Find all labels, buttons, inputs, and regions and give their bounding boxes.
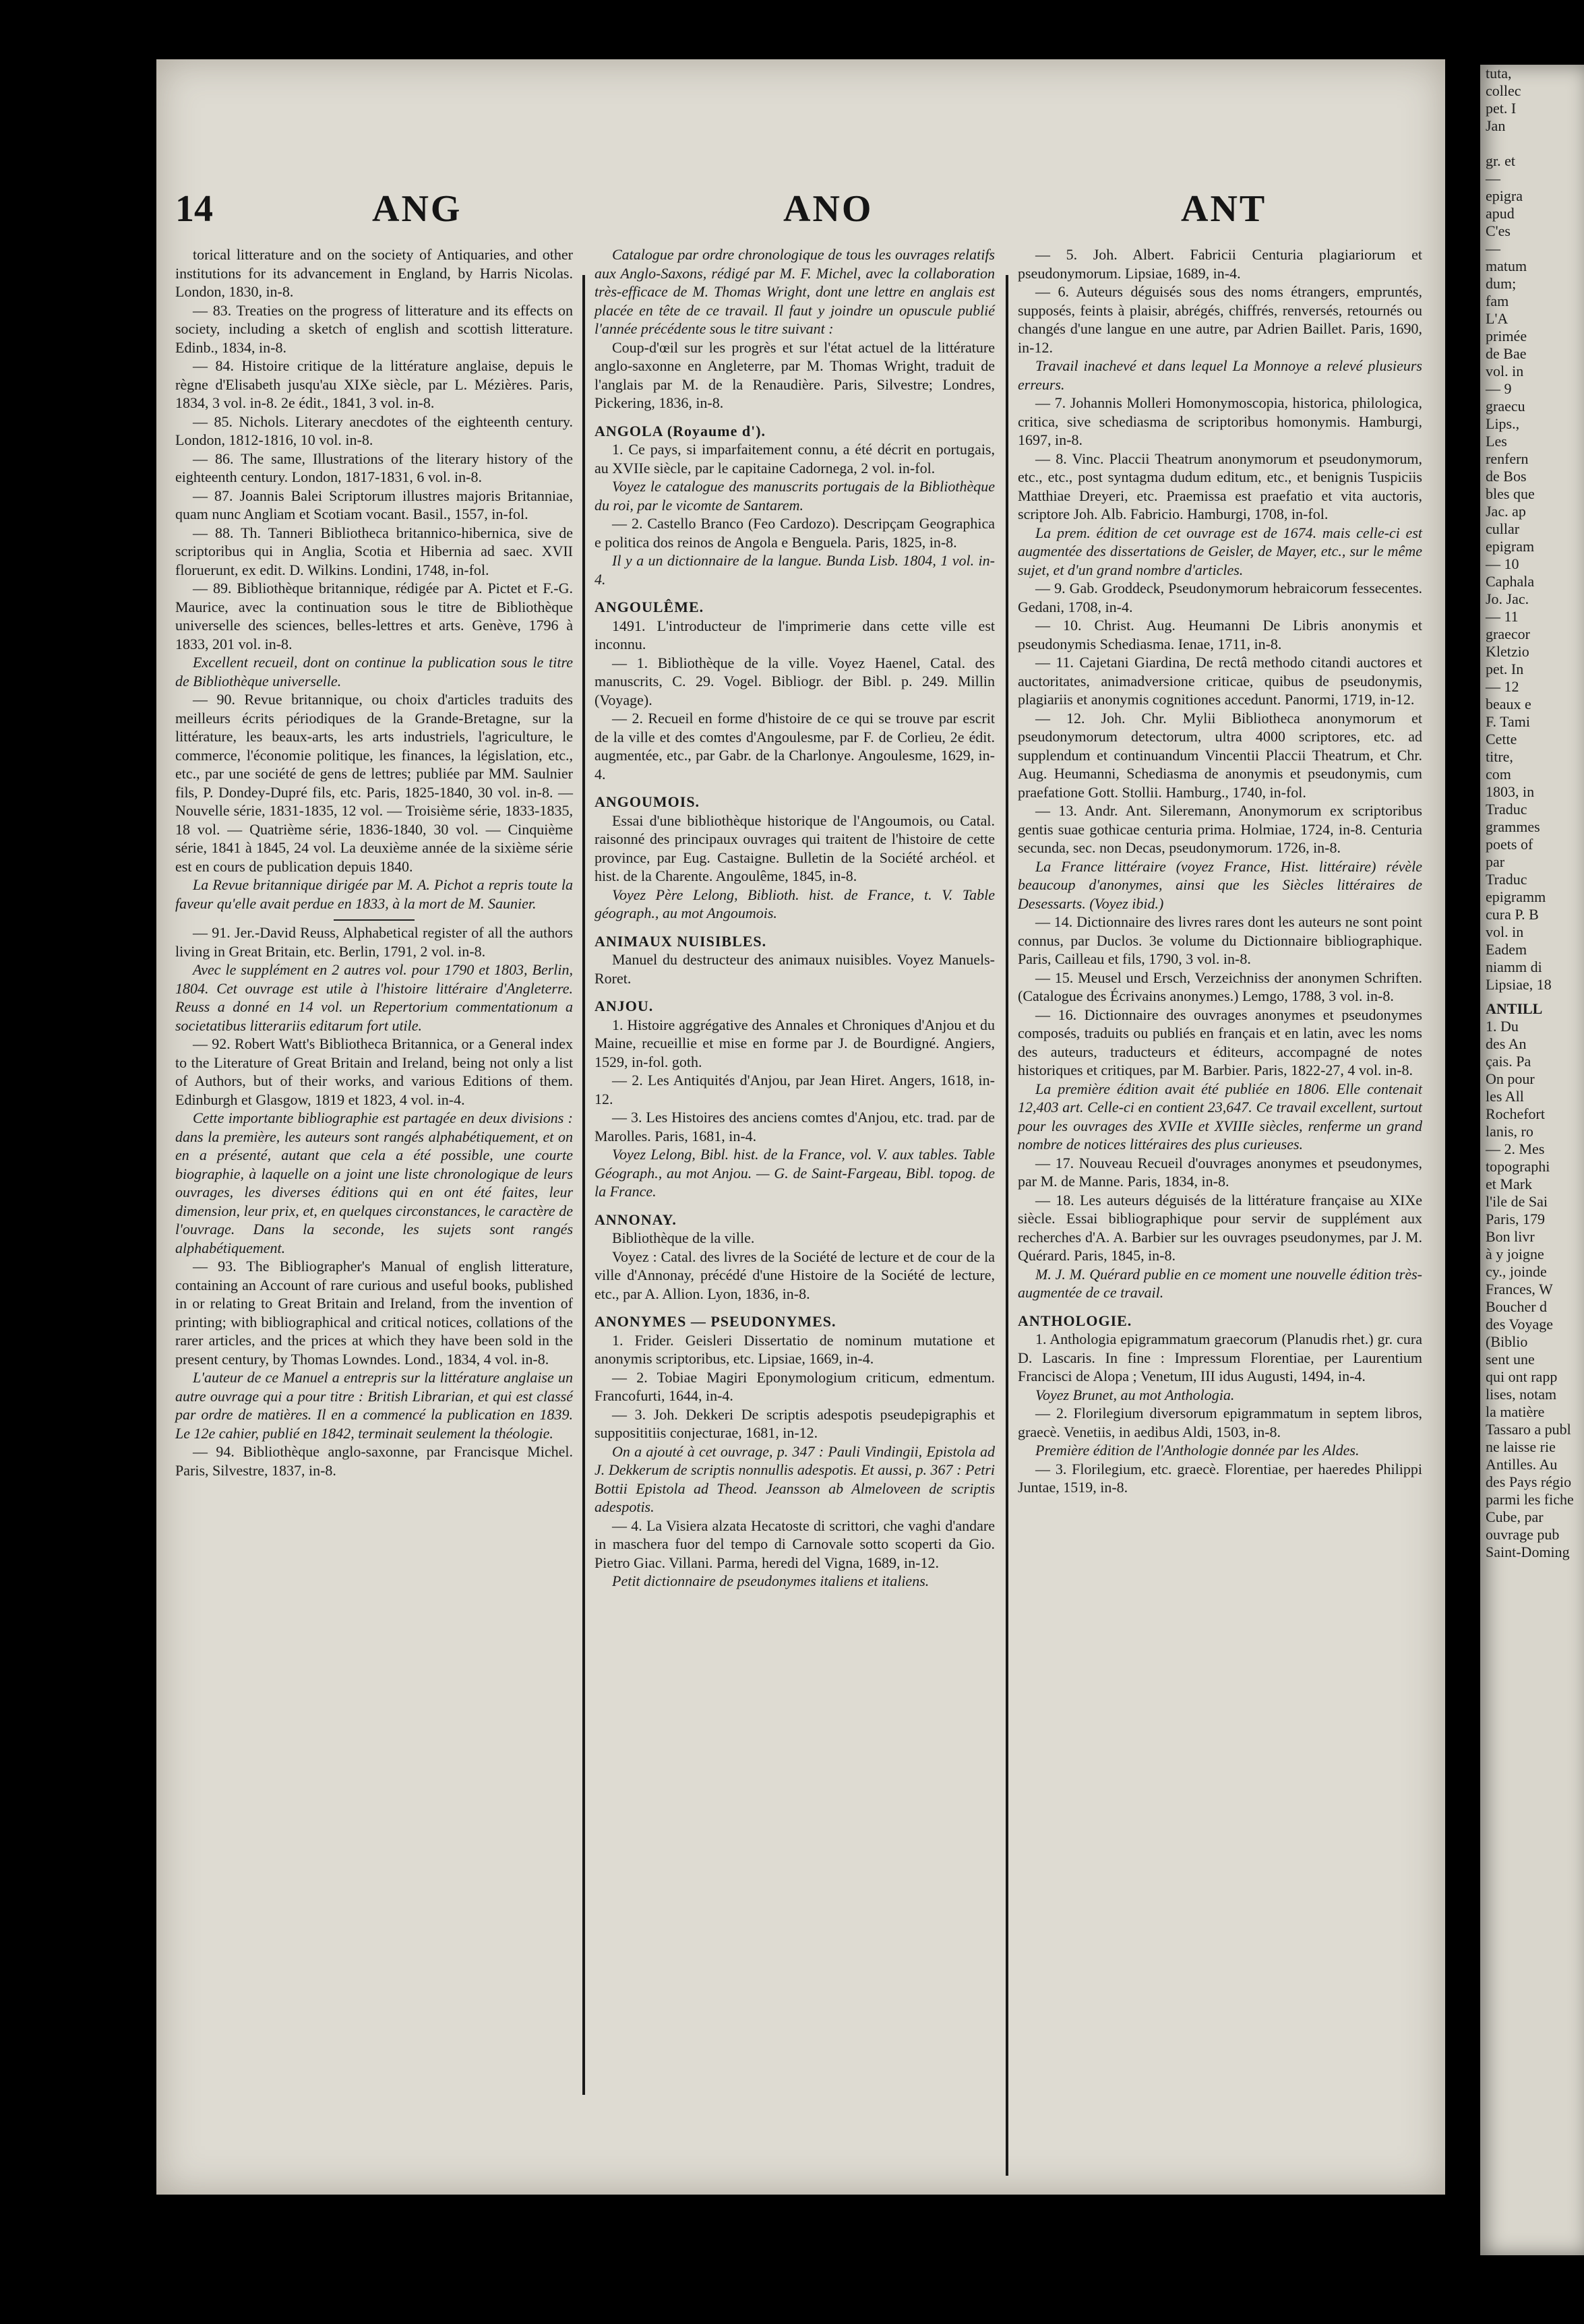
facing-page-line: Paris, 179 (1486, 1211, 1545, 1227)
facing-page-line: ne laisse rie (1486, 1438, 1556, 1455)
facing-page-line: Bon livr (1486, 1228, 1535, 1245)
entry-text: — 86. The same, Illustrations of the literary history of the eighteenth century. London, 1817-1831, 6 vol. in-8. (175, 450, 573, 485)
entry-text: — 15. Meusel und Ersch, Verzeichniss der anonymen Schriften. (Catalogue des Écrivains anonymes.) Lemgo, 1788, 3 vol. in-8. (1018, 969, 1422, 1004)
entry-heading: ANGOULÊME. (595, 599, 704, 615)
facing-page-line: Traduc (1486, 801, 1527, 818)
facing-page-line: pet. I (1486, 100, 1517, 117)
facing-page-line: epigra (1486, 187, 1523, 204)
facing-page-line: de Bos (1486, 468, 1527, 485)
entry-text: — 9. Gab. Groddeck, Pseudonymorum hebraicorum fessecentes. Gedani, 1708, in-4. (1018, 580, 1422, 615)
facing-page-line: cy., joinde (1486, 1263, 1547, 1280)
entry-text: — 94. Bibliothèque anglo-saxonne, par Francisque Michel. Paris, Silvestre, 1837, in-8. (175, 1443, 573, 1479)
facing-page-line: Traduc (1486, 871, 1527, 888)
facing-page-line: des Pays régio (1486, 1473, 1572, 1490)
column-separator-right (1006, 275, 1008, 2176)
facing-page-line: çais. Pa (1486, 1053, 1531, 1070)
facing-page-line: Jac. ap (1486, 503, 1526, 520)
entry-note: Catalogue par ordre chronologique de tous les ouvrages relatifs aux Anglo-Saxons, rédigé par M. F. Michel, avec la collaboration très-efficace de M. Thomas Wright, dont une lettre en anglais est placée en tête de ce travail. Il faut y joindre un opuscule publié l'année précédente sous le titre suivant : (595, 246, 995, 337)
entry-note: La prem. édition de cet ouvrage est de 1674. mais celle-ci est augmentée des dissertations de Geisler, de Mayer, etc., sur le même sujet, et d'un grand nombre d'articles. (1018, 524, 1422, 578)
entry-text: — 3. Joh. Dekkeri De scriptis adespotis pseudepigraphis et supposititiis conjecturae, 1681, in-12. (595, 1405, 995, 1441)
facing-page-line: l'ile de Sai (1486, 1193, 1548, 1210)
entry-text: — 90. Revue britannique, ou choix d'articles traduits des meilleurs écrits périodiques de la Grande-Bretagne, sur la littérature, les beaux-arts, les arts industriels, l'agriculture, le commerce, l'économie politique, les finances, la législation, etc., etc., par une société de gens de lettres; publiée par MM. Saulnier fils, P. Dondey-Dupré fils, etc. Paris, 1825-1840, 30 vol. in-8. — Nouvelle série, 1831-1835, 12 vol. — Troisième série, 1833-1835, 18 vol. — Quatrième série, 1836-1840, 30 vol. — Cinquième série, 1841 à 1845, 24 vol. La deuxième année de la sixième série est en cours de publication depuis 1840. (175, 691, 573, 875)
entry-text: — 85. Nichols. Literary anecdotes of the eighteenth century. London, 1812-1816, 10 vol. in-8. (175, 412, 573, 448)
entry-note: Excellent recueil, dont on continue la publication sous le titre de Bibliothèque universelle. (175, 654, 573, 690)
facing-page-line: Jo. Jac. (1486, 590, 1529, 607)
entry-text: — 12. Joh. Chr. Mylii Bibliotheca anonymorum et pseudonymorum detectorum, ultra 4000 scriptores, etc. ad supplendum et continuandum Vincentii Placcii Theatrum, et Chr. Aug. Heumanni, Schediasma de anonymis et pseudonymis, cum praefatione Gott. Stollii. Hamburg., 1740, in-fol. (1018, 709, 1422, 801)
entry-text: Voyez : Catal. des livres de la Société de lecture et de cour de la ville d'Annonay, précédé d'une Histoire de la Société de lecture, etc., par A. Allion. Lyon, 1836, in-8. (595, 1248, 995, 1302)
facing-page-line: Rochefort (1486, 1105, 1545, 1122)
facing-page-line: On pour (1486, 1070, 1535, 1087)
entry-text: — 7. Johannis Molleri Homonymoscopia, historica, philologica, critica, sive schediasma de scriptoribus homonymis. Hamburgi, 1697, in-8. (1018, 394, 1422, 448)
entry-text: — 10. Christ. Aug. Heumanni De Libris anonymis et pseudonymis Schediasma. Ienae, 1711, in-8. (1018, 617, 1422, 652)
entry-note: Petit dictionnaire de pseudonymes italiens et italiens. (612, 1572, 930, 1589)
facing-page-line: 1803, in (1486, 783, 1535, 800)
facing-page-line: renfern (1486, 450, 1529, 467)
scanner-frame-left (0, 0, 155, 2324)
facing-page-line: Caphala (1486, 573, 1535, 590)
entry-heading: ANJOU. (595, 998, 654, 1014)
facing-page-line: topographi (1486, 1158, 1550, 1175)
facing-page-line: F. Tami (1486, 713, 1530, 730)
facing-page-line: Boucher d (1486, 1298, 1548, 1315)
entry-text: Coup-d'œil sur les progrès et sur l'état actuel de la littérature anglo-saxonne en Angleterre, par M. Thomas Wright, traduit de l'anglais par M. de la Renaudière. Paris, Silvestre; Londres, Pickering, 1836, in-8. (595, 338, 995, 411)
entry-text: 1491. L'introducteur de l'imprimerie dans cette ville est inconnu. (595, 617, 995, 652)
facing-page-line: Saint-Doming (1486, 1543, 1570, 1560)
entry-text: — 92. Robert Watt's Bibliotheca Britannica, or a General index to the Literature of Great Britain and Ireland, being not only a list of Authors, but of their works, and various Editions of them. Edinburgh et Glasgow, 1819 et 1823, 4 vol. in-4. (175, 1035, 573, 1108)
entry-heading: ANNONAY. (595, 1211, 677, 1228)
entry-text: torical litterature and on the society of Antiquaries, and other institutions for its advancement in England, by Harris Nicolas. London, 1830, in-8. (175, 246, 573, 300)
entry-note: La première édition avait été publiée en 1806. Elle contenait 12,403 art. Celle-ci en contient 23,647. Ce travail excellent, surtout pour les ouvrages des XVIIe et XVIIIe siècles, renferme un grand nombre de notices littéraires des plus curieuses. (1018, 1080, 1422, 1153)
facing-page-line: — 12 (1486, 678, 1519, 695)
facing-page-line: com (1486, 766, 1511, 783)
facing-page-line: graecu (1486, 398, 1525, 415)
facing-page-line: qui ont rapp (1486, 1368, 1558, 1385)
entry-note: L'auteur de ce Manuel a entrepris sur la littérature anglaise un autre ouvrage qui a pour titre : British Librarian, et qui est classé par ordre de matières. Il en a commencé la publication en 1839. Le 12e cahier, publié en 1842, terminait seulement la théologie. (175, 1369, 573, 1442)
facing-page-line: gr. et (1486, 152, 1515, 169)
entry-text: — 17. Nouveau Recueil d'ouvrages anonymes et pseudonymes, par M. de Manne. Paris, 1834, in-8. (1018, 1154, 1422, 1190)
entry-text: — 93. The Bibliographer's Manual of english litterature, containing an Account of rare curious and useful books, published in or relating to Great Britain and Ireland, from the invention of printing; with bibliographical and critical notices, collations of the rarer articles, and the prices at which they have been sold in the present century, by Thomas Lowndes. Lond., 1834, 4 vol. in-8. (175, 1258, 573, 1368)
facing-page-line: primée (1486, 328, 1527, 344)
entry-text: — 2. Recueil en forme d'histoire de ce qui se trouve par escrit de la ville et des comtes d'Angoulesme, par F. de Corlieu, 2e édit. augmentée, etc., par Gabr. de la Charlonye. Angoulesme, 1629, in-4. (595, 710, 995, 783)
facing-page-line: vol. in (1486, 363, 1524, 379)
facing-page-line: L'A (1486, 310, 1509, 327)
facing-page-line: Lipsiae, 18 (1486, 976, 1552, 993)
facing-page-line: 1. Du (1486, 1018, 1519, 1035)
facing-page-line: Jan (1486, 117, 1506, 134)
facing-page-line: cullar (1486, 520, 1520, 537)
facing-page-line: cura P. B (1486, 906, 1539, 923)
facing-page-line: à y joigne (1486, 1246, 1544, 1262)
entry-note: Première édition de l'Anthologie donnée par les Aldes. (1035, 1442, 1360, 1459)
facing-page-fragment (1480, 65, 1584, 2255)
entry-text: — 87. Joannis Balei Scriptorum illustres majoris Britanniae, quam nunc Angliam et Scotiam vocant. Basil., 1557, in-fol. (175, 487, 573, 522)
facing-page-line: matum (1486, 257, 1527, 274)
entry-text: — 88. Th. Tanneri Bibliotheca britannico-hibernica, sive de scriptoribus qui in Anglia, Scotia et Hibernia ad saec. XVII floruerunt, ex edit. D. Wilkins. Londini, 1748, in-fol. (175, 524, 573, 578)
entry-text: — 6. Auteurs déguisés sous des noms étrangers, empruntés, supposés, feints à plaisir, abrégés, chiffrés, renversés, retournés ou changés d'une langue en une autre, par Adrien Baillet. Paris, 1690, in-12. (1018, 283, 1422, 356)
entry-text: — 91. Jer.-David Reuss, Alphabetical register of all the authors living in Great Britain, etc. Berlin, 1791, 2 vol. in-8. (175, 924, 573, 960)
facing-page-line: graecor (1486, 625, 1530, 642)
entry-text: — 18. Les auteurs déguisés de la littérature française au XIXe siècle. Essai bibliographique pour servir de supplément aux recherches d'A. A. Barbier sur les ouvrages pseudonymes, par J. M. Quérard. Paris, 1845, in-8. (1018, 1191, 1422, 1264)
entry-text: 1. Histoire aggrégative des Annales et Chroniques d'Anjou et du Maine, recueillie et mise en forme par J. de Bourdigné. Angiers, 1529, in-fol. goth. (595, 1016, 995, 1070)
entry-text: 1. Ce pays, si imparfaitement connu, a été décrit en portugais, au XVIIe siècle, par le capitaine Cadornega, 2 vol. in-fol. (595, 441, 995, 477)
entry-note: Voyez Père Lelong, Biblioth. hist. de France, t. V. Table géograph., au mot Angoumois. (595, 886, 995, 921)
entry-text: — 84. Histoire critique de la littérature anglaise, depuis le règne d'Elisabeth jusqu'au XIXe siècle, par L. Mézières. Paris, 1834, 3 vol. in-8. 2e édit., 1841, 3 vol. in-8. (175, 357, 573, 411)
facing-page-line: fam (1486, 293, 1509, 309)
facing-page-line: Lips., (1486, 415, 1520, 432)
facing-page-line: grammes (1486, 818, 1540, 835)
facing-page-line: Antilles. Au (1486, 1456, 1558, 1473)
facing-page-line: beaux e (1486, 696, 1531, 712)
entry-text: Bibliothèque de la ville. (612, 1229, 755, 1246)
facing-page-line: — 2. Mes (1486, 1140, 1545, 1157)
entry-separator (334, 919, 415, 921)
entry-note: Avec le supplément en 2 autres vol. pour 1790 et 1803, Berlin, 1804. Cet ouvrage est utile à l'histoire littéraire d'Angleterre. Reuss a donné en 14 vol. un Repertorium commentationum a societatibus litterariis editarum fort utile. (175, 961, 573, 1034)
facing-page-line: — (1486, 170, 1500, 187)
column-separator-left (582, 275, 585, 2095)
entry-text: — 2. Castello Branco (Feo Cardozo). Descripçam Geographica e politica dos reinos de Angola e Benguela. Paris, 1825, in-8. (595, 515, 995, 551)
entry-text: — 89. Bibliothèque britannique, rédigée par A. Pictet et F.-G. Maurice, avec la continuation sous le titre de Bibliothèque universelle des sciences, belles-lettres et arts. Genève, 1796 à 1833, 201 vol. in-8. (175, 580, 573, 652)
entry-text: — 11. Cajetani Giardina, De rectâ methodo citandi auctores et auctoritates, animadversione criticae, quibus de pseudonymis, plagiariis et anonymis cognitiones accedunt. Panormi, 1719, in-12. (1018, 654, 1422, 708)
entry-text: — 2. Tobiae Magiri Eponymologium criticum, edmentum. Francofurti, 1644, in-4. (595, 1368, 995, 1404)
facing-page-line: parmi les fiche (1486, 1491, 1574, 1508)
entry-text: Manuel du destructeur des animaux nuisibles. Voyez Manuels-Roret. (595, 951, 995, 987)
facing-page-line: et Mark (1486, 1175, 1533, 1192)
facing-page-line: lises, notam (1486, 1386, 1557, 1403)
entry-text: — 83. Treaties on the progress of litterature and its effects on society, including a sketch of english and scottish litterature. Edinb., 1834, in-8. (175, 301, 573, 356)
facing-page-line: des An (1486, 1035, 1527, 1052)
entry-text: — 1. Bibliothèque de la ville. Voyez Haenel, Catal. des manuscrits, C. 29. Vogel. Bibliogr. der Bibl. p. 249. Millin (Voyage). (595, 654, 995, 708)
entry-text: 1. Frider. Geisleri Dissertatio de nominum mutatione et anonymis scriptoribus, etc. Lipsiae, 1669, in-4. (595, 1331, 995, 1367)
facing-page-line: C'es (1486, 222, 1511, 239)
entry-text: — 13. Andr. Ant. Sileremann, Anonymorum ex scriptoribus gentis suae gothicae centuria prima. Holmiae, 1724, in-8. Centuria secunda, sec. non Decas, pseudonymorum. 1726, in-8. (1018, 802, 1422, 856)
entry-note: La Revue britannique dirigée par M. A. Pichot a repris toute la faveur qu'elle avait perdue en 1833, à la mort de M. Saunier. (175, 876, 573, 912)
entry-text: Essai d'une bibliothèque historique de l'Angoumois, ou Catal. raisonné des principaux ouvrages qui traitent de l'histoire de cette province, par Eug. Castaigne. Bulletin de la Société archéol. et hist. de la Charente. Angoulême, 1845, in-8. (595, 812, 995, 884)
entry-text: — 5. Joh. Albert. Fabricii Centuria plagiariorum et pseudonymorum. Lipsiae, 1689, in-4. (1018, 246, 1422, 282)
facing-page-line: pet. In (1486, 661, 1524, 677)
entry-text: — 2. Florilegium diversorum epigrammatum in septem libros, graecè. Venetiis, in aedibus Aldi, 1503, in-8. (1018, 1405, 1422, 1440)
facing-page-line: des Voyage (1486, 1316, 1554, 1333)
facing-page-line: poets of (1486, 836, 1533, 853)
entry-text: — 2. Les Antiquités d'Anjou, par Jean Hiret. Angers, 1618, in-12. (595, 1072, 995, 1107)
entry-text: 1. Anthologia epigrammatum graecorum (Planudis rhet.) gr. cura D. Lascaris. In fine : Impressum Florentiae, per Laurentium Francisci de Alopa ; Venetum, III idus Augusti, 1494, in-4. (1018, 1331, 1422, 1384)
entry-note: Travail inachevé et dans lequel La Monnoye a relevé plusieurs erreurs. (1018, 357, 1422, 393)
facing-page-line: Eadem (1486, 941, 1527, 958)
facing-page-line: par (1486, 853, 1505, 870)
facing-page-line: Tassaro a publ (1486, 1421, 1571, 1438)
facing-page-line: titre, (1486, 748, 1513, 765)
entry-note: Il y a un dictionnaire de la langue. Bunda Lisb. 1804, 1 vol. in-4. (595, 552, 995, 588)
facing-page-line: la matière (1486, 1403, 1545, 1420)
facing-page-line: les All (1486, 1088, 1524, 1105)
entry-note: Voyez le catalogue des manuscrits portugais de la Bibliothèque du roi, par le vicomte de Santarem. (595, 478, 995, 514)
entry-heading: ANTHOLOGIE. (1018, 1312, 1132, 1329)
entry-text: — 14. Dictionnaire des livres rares dont les auteurs ne sont point connus, par Duclos. 3e volume du Dictionnaire bibliographique. Paris, Cailleau et fils, 1790, 3 vol. in-8. (1018, 913, 1422, 967)
facing-page-line: Frances, W (1486, 1281, 1553, 1297)
facing-page-line: — (1486, 240, 1500, 257)
entry-note: La France littéraire (voyez France, Hist. littéraire) révèle beaucoup d'anonymes, ainsi que les Siècles littéraires de Desessarts. (Voyez ibid.) (1018, 857, 1422, 912)
running-head-left: ANG (372, 188, 462, 230)
facing-page-line: sent une (1486, 1351, 1535, 1368)
facing-page-line: de Bae (1486, 345, 1527, 362)
facing-page-line: ouvrage pub (1486, 1526, 1560, 1543)
entry-text: — 16. Dictionnaire des ouvrages anonymes et pseudonymes composés, traduits ou publiés en français et en latin, avec les noms des auteurs, traducteurs et éditeurs, accompagné de notes historiques et critiques, par M. Barbier. Paris, 1822-27, 4 vol. in-8. (1018, 1006, 1422, 1078)
facing-page-line: niamm di (1486, 958, 1542, 975)
facing-page-line: collec (1486, 82, 1521, 99)
entry-heading: ANIMAUX NUISIBLES. (595, 932, 767, 950)
entry-note: M. J. M. Quérard publie en ce moment une nouvelle édition très-augmentée de ce travail. (1018, 1265, 1422, 1301)
entry-text: — 4. La Visiera alzata Hecatoste di scrittori, che vaghi d'andare in maschera fuor del tempo di Carnovale sotto scoperti da Gio. Pietro Giac. Villani. Parma, heredi del Vigna, 1689, in-12. (595, 1517, 995, 1571)
entry-heading: ANGOLA (Royaume d'). (595, 422, 766, 439)
facing-page-line: epigram (1486, 538, 1535, 555)
entry-heading: ANONYMES — PSEUDONYMES. (595, 1313, 836, 1330)
entry-note: Voyez Lelong, Bibl. hist. de la France, vol. V. aux tables. Table Géograph., au mot Anjou. — G. de Saint-Fargeau, Bibl. topog. de la France. (595, 1146, 995, 1200)
facing-page-line: lanis, ro (1486, 1123, 1533, 1140)
facing-page-line: Cube, par (1486, 1508, 1544, 1525)
facing-page-line: Les (1486, 433, 1507, 450)
facing-page-line: Cette (1486, 731, 1517, 747)
entry-text: — 8. Vinc. Placcii Theatrum anonymorum et pseudonymorum, etc., etc., post syntagma dudum editum, etc., et benignis Tuspiciis Matthiae Dreyeri, etc. Praemissa est praefatio et vita auctoris, scriptore Joh. Alb. Fabricio. Hamburgi, 1708, in-fol. (1018, 450, 1422, 522)
page-number: 14 (175, 188, 213, 230)
column-center (595, 245, 995, 1591)
facing-page-line: — 10 (1486, 555, 1519, 572)
facing-page-line: vol. in (1486, 923, 1524, 940)
column-left (175, 245, 573, 1479)
facing-page-line: — 11 (1486, 608, 1519, 625)
facing-page-line: Kletzio (1486, 643, 1529, 660)
entry-note: Voyez Brunet, au mot Anthologia. (1035, 1386, 1235, 1403)
facing-page-line: dum; (1486, 275, 1517, 292)
running-head-right: ANT (1181, 188, 1267, 230)
entry-text: — 3. Florilegium, etc. graecè. Florentiae, per haeredes Philippi Juntae, 1519, in-8. (1018, 1460, 1422, 1496)
entry-heading: ANGOUMOIS. (595, 793, 700, 810)
entry-note: On a ajouté à cet ouvrage, p. 347 : Pauli Vindingii, Epistola ad J. Dekkerum de scriptis nonnullis adespotis. Et aussi, p. 367 : Petri Bottii Epistola ad Theod. Jeansson ab Almeloveen de scriptis adespotis. (595, 1442, 995, 1515)
facing-page-line: apud (1486, 205, 1515, 222)
facing-page-line: tuta, (1486, 65, 1512, 82)
facing-page-line: epigramm (1486, 888, 1546, 905)
facing-page-line: ANTILL (1486, 1000, 1543, 1017)
column-right (1018, 245, 1422, 1497)
facing-page-line: bles que (1486, 485, 1535, 502)
entry-note: Cette importante bibliographie est partagée en deux divisions : dans la première, les auteurs sont rangés alphabétiquement, et on en a présenté, autant que cela a été possible, une courte biographie, à laquelle on a joint une liste chronologique de leurs ouvrages, les diverses éditions qui en ont été faites, leur dimension, leur prix, et, en quelques circonstances, le caractère de l'ouvrage. Dans la seconde, les sujets sont rangés alphabétiquement. (175, 1109, 573, 1256)
facing-page-line: — 9 (1486, 380, 1512, 397)
facing-page-line: (Biblio (1486, 1333, 1528, 1350)
facing-page-line (1480, 135, 1584, 152)
book-page (156, 59, 1445, 2195)
running-head-center: ANO (783, 188, 874, 230)
entry-text: — 3. Les Histoires des anciens comtes d'Anjou, etc. trad. par de Marolles. Paris, 1681, in-4. (595, 1109, 995, 1144)
